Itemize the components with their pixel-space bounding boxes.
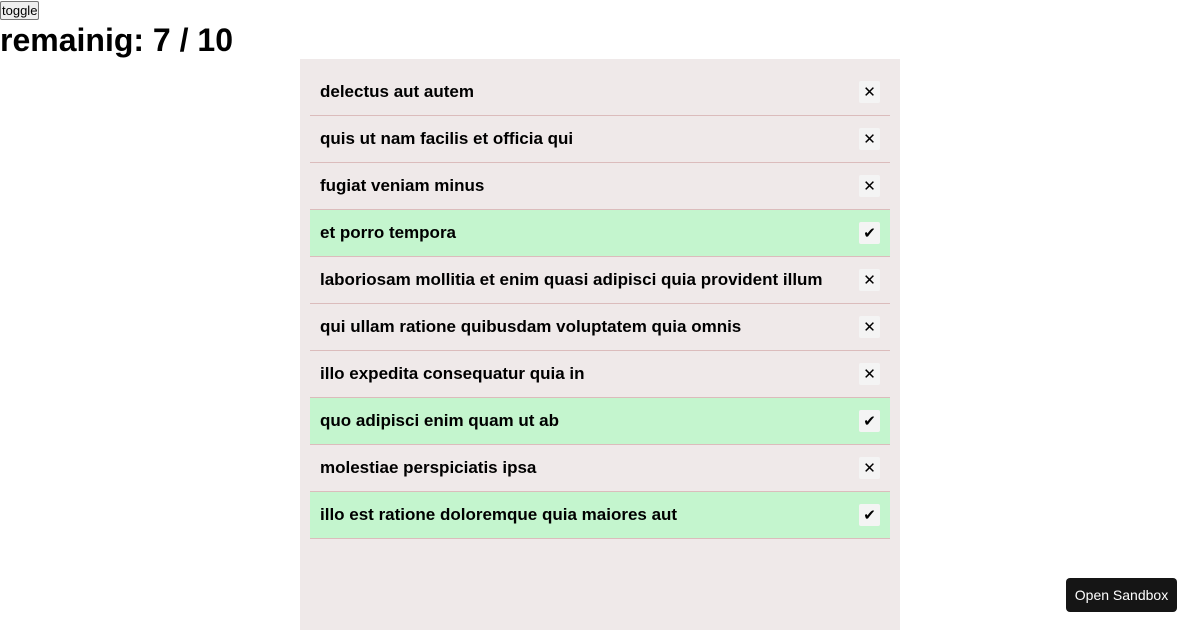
todo-title: illo expedita consequatur quia in bbox=[320, 364, 585, 383]
todo-item[interactable] bbox=[310, 116, 890, 163]
page-title: remainig: 7 / 10 bbox=[0, 22, 233, 58]
todo-item[interactable] bbox=[310, 398, 890, 445]
todo-item[interactable] bbox=[310, 210, 890, 257]
todo-item[interactable] bbox=[310, 257, 890, 304]
todo-title: delectus aut autem bbox=[320, 82, 474, 101]
todo-item[interactable] bbox=[310, 351, 890, 398]
toggle-button[interactable]: toggle bbox=[2, 3, 38, 18]
remaining-label: remainig: bbox=[0, 22, 145, 58]
open-sandbox-button[interactable]: Open Sandbox bbox=[1066, 578, 1177, 612]
todo-title: quo adipisci enim quam ut ab bbox=[320, 411, 559, 430]
check-icon[interactable]: ✔ bbox=[859, 222, 880, 244]
close-icon[interactable]: ✕ bbox=[859, 81, 880, 103]
todo-item[interactable] bbox=[310, 304, 890, 351]
close-icon[interactable]: ✕ bbox=[859, 316, 880, 338]
close-icon[interactable]: ✕ bbox=[859, 457, 880, 479]
todo-title: illo est ratione doloremque quia maiores aut bbox=[320, 505, 678, 524]
close-icon[interactable]: ✕ bbox=[859, 269, 880, 291]
todo-title: laboriosam mollitia et enim quasi adipisci quia provident illum bbox=[320, 270, 823, 289]
todo-title: quis ut nam facilis et officia qui bbox=[320, 129, 574, 148]
todo-title: fugiat veniam minus bbox=[320, 176, 485, 195]
todo-title: qui ullam ratione quibusdam voluptatem quia omnis bbox=[320, 317, 742, 336]
todo-title: et porro tempora bbox=[320, 223, 457, 242]
close-icon[interactable]: ✕ bbox=[859, 363, 880, 385]
close-icon[interactable]: ✕ bbox=[859, 128, 880, 150]
close-icon[interactable]: ✕ bbox=[859, 175, 880, 197]
todo-item[interactable] bbox=[310, 69, 890, 116]
total-count: 10 bbox=[197, 22, 233, 58]
check-icon[interactable]: ✔ bbox=[859, 410, 880, 432]
check-icon[interactable]: ✔ bbox=[859, 504, 880, 526]
todo-list bbox=[310, 69, 890, 539]
remaining-count: 7 bbox=[152, 22, 171, 58]
todo-item[interactable] bbox=[310, 492, 890, 539]
todo-panel bbox=[300, 59, 900, 630]
todo-title: molestiae perspiciatis ipsa bbox=[320, 458, 537, 477]
todo-item[interactable] bbox=[310, 163, 890, 210]
todo-item[interactable] bbox=[310, 445, 890, 492]
